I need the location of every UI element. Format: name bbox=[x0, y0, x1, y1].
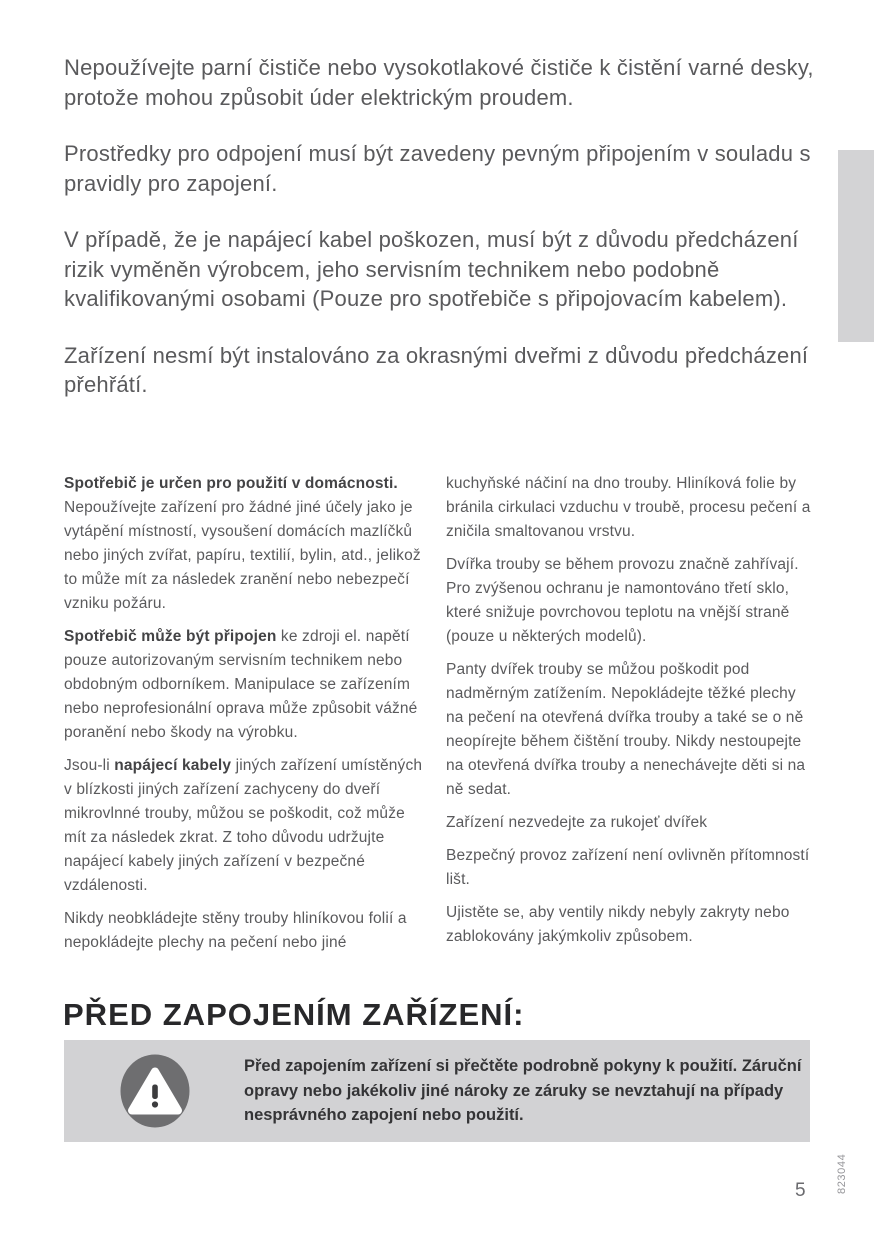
right-column bbox=[446, 472, 812, 964]
safety-paragraph: Spotřebič může být připojen ke zdroji el. napětí pouze autorizovaným servisním technikem nebo obdobným odborníkem. Manipulace se zařízením nebo neprofesionální oprava může způsobit vážné poranění nebo škody na výrobku. bbox=[64, 628, 418, 741]
safety-paragraph: Spotřebič je určen pro použití v domácnosti. Nepoužívejte zařízení pro žádné jiné účely jako je vytápění místností, vysoušení domácích mazlíčků nebo jiných zvířat, papíru, textilií, bylin, atd., jelikož to může mít za následek zranění nebo nebezpečí vzniku požáru. bbox=[64, 475, 421, 612]
intro-paragraph: Nepoužívejte parní čističe nebo vysokotlakové čističe k čistění varné desky, protože mohou způsobit úder elektrickým proudem. bbox=[64, 55, 814, 110]
warning-box bbox=[64, 1040, 810, 1142]
safety-paragraph: Ujistěte se, aby ventily nikdy nebyly zakryty nebo zablokovány jakýmkoliv způsobem. bbox=[446, 904, 790, 945]
intro-paragraph: Prostředky pro odpojení musí být zavedeny pevným připojením v souladu s pravidly pro zapojení. bbox=[64, 141, 811, 196]
safety-paragraph: Panty dvířek trouby se můžou poškodit pod nadměrným zatížením. Nepokládejte těžké plechy na pečení na otevřená dvířka trouby a také se o ně neopírejte během čištění trouby. Nikdy nestoupejte na otevřená dvířka trouby a nenechávejte děti si na ně sedat. bbox=[446, 661, 806, 798]
page-number: 5 bbox=[795, 1180, 806, 1201]
safety-paragraph: Zařízení nezvedejte za rukojeť dvířek bbox=[446, 814, 708, 831]
section-heading: PŘED ZAPOJENÍM ZAŘÍZENÍ: bbox=[63, 997, 525, 1032]
intro-paragraph: V případě, že je napájecí kabel poškozen, musí být z důvodu předcházení rizik vyměněn výrobcem, jeho servisním technikem nebo podobně kvalifikovanými osobami (Pouze pro spotřebiče s připojovacím kabelem). bbox=[64, 227, 799, 311]
warning-text: Před zapojením zařízení si přečtěte podrobně pokyny k použití. Záruční opravy nebo jakékoliv jiné nároky ze záruky se nevztahují na případy nesprávného zapojení nebo použití. bbox=[244, 1057, 802, 1125]
left-column bbox=[64, 472, 430, 964]
safety-paragraph: Dvířka trouby se během provozu značně zahřívají. Pro zvýšenou ochranu je namontováno třetí sklo, které snižuje povrchovou teplotu na vnější straně (pouze u některých modelů). bbox=[446, 556, 799, 645]
safety-paragraph: Nikdy neobkládejte stěny trouby hliníkovou folií a nepokládejte plechy na pečení nebo jiné bbox=[64, 910, 407, 951]
intro-paragraph: Zařízení nesmí být instalováno za okrasnými dveřmi z důvodu předcházení přehřátí. bbox=[64, 342, 809, 397]
safety-paragraph: Jsou-li napájecí kabely jiných zařízení umístěných v blízkosti jiných zařízení zachyceny do dveří mikrovlnné trouby, můžou se poškodit, což může mít za následek zkrat. Z toho důvodu udržujte napájecí kabely jiných zařízení v bezpečné vzdálenosti. bbox=[64, 757, 423, 894]
safety-columns bbox=[64, 472, 812, 964]
safety-paragraph: Bezpečný provoz zařízení není ovlivněn přítomností lišt. bbox=[446, 847, 810, 888]
paragraph-emphasis: napájecí kabely bbox=[114, 757, 232, 774]
intro-section bbox=[64, 53, 816, 427]
paragraph-lead: Spotřebič může být připojen bbox=[64, 628, 277, 645]
warning-icon bbox=[119, 1053, 191, 1129]
paragraph-lead: Spotřebič je určen pro použití v domácnosti. bbox=[64, 475, 398, 492]
safety-paragraph: kuchyňské náčiní na dno trouby. Hliníková folie by bránila cirkulaci vzduchu v troubě, procesu pečení a zničila smaltovanou vrstvu. bbox=[446, 475, 811, 540]
chapter-index-tab bbox=[838, 150, 874, 342]
product-code: 823044 bbox=[836, 1153, 848, 1194]
